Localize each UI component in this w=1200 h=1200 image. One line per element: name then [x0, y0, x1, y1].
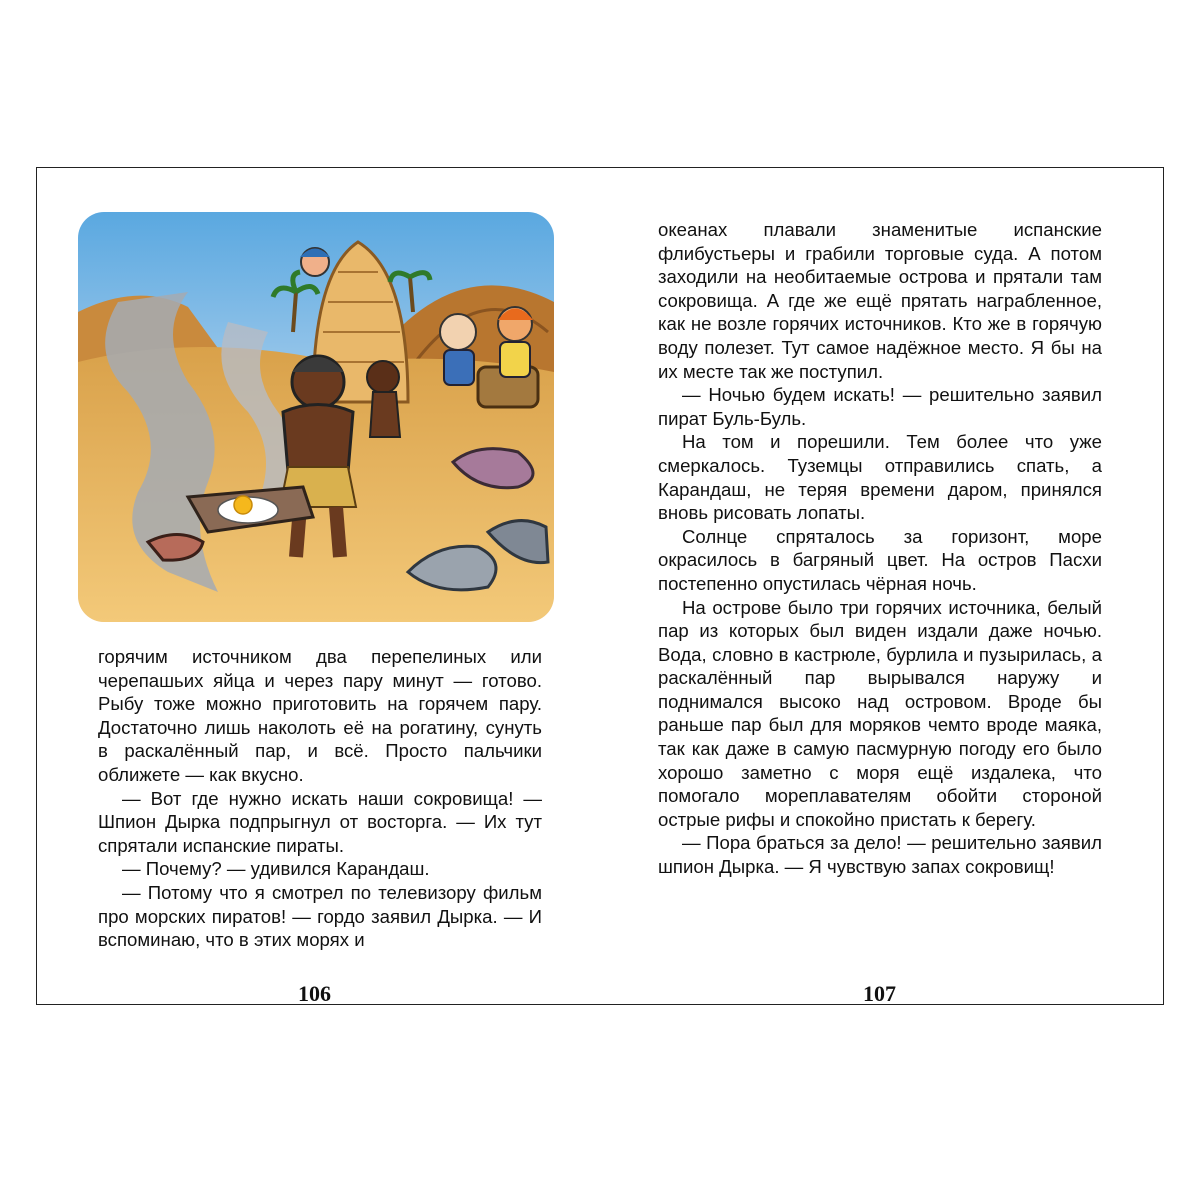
paragraph: горячим источником два перепелиных или черепашьих яйца и через пару минут — готово. Рыбу тоже можно приготовить на горячем пару. Достаточно лишь наколоть её на рогатину, сунуть в раскалённый пар, и всё. Просто пальчики оближете — как вкусно.: [98, 646, 542, 785]
paragraph: — Вот где нужно искать наши сокровища! — Шпион Дырка подпрыгнул от восторга. — Их тут спрятали испанские пираты.: [98, 787, 542, 856]
paragraph: На том и порешили. Тем более что уже смеркалось. Туземцы отправились спать, а Карандаш, не теряя времени даром, принялся вновь рисовать лопаты.: [658, 431, 1102, 524]
paragraph: океанах плавали знаменитые испанские флибустьеры и грабили торговые суда. А потом заходили на необитаемые острова и прятали там сокровища. А где же ещё прятать награбленное, как не возле горячих источников. Кто же в горячую воду полезет. Тут самое надёжное место. Я бы на их месте так же поступил.: [658, 219, 1102, 382]
page-number-right: 107: [863, 981, 896, 1006]
page-number-left: 106: [298, 981, 331, 1006]
paragraph: — Ночью будем искать! — решительно заявил пират Буль-Буль.: [658, 384, 1102, 429]
paragraph: — Пора браться за дело! — решительно заявил шпион Дырка. — Я чувствую запах сокровищ!: [658, 832, 1102, 878]
paragraph: Солнце спряталось за горизонт, море окрасилось в багряный цвет. На остров Пасхи постепенно опустилась чёрная ночь.: [658, 525, 1102, 594]
right-page-text: [658, 218, 1102, 879]
left-page-text: [98, 645, 542, 952]
paragraph: На острове было три горячих источника, белый пар из которых был виден издали даже ночью. Вода, словно в кастрюле, бурлила и пузырилась, а раскалённый пар вырывался наружу и поднимался высоко над островом. Вроде бы раньше пар был для моряков чемто вроде маяка, так как даже в самую пасмурную погоду его было хорошо заметно с моря ещё издалека, что помогало мореплавателям обойти стороной острые рифы и спокойно пристать к берегу.: [658, 596, 1102, 830]
paragraph: — Потому что я смотрел по телевизору фильм про морских пиратов! — гордо заявил Дырка. — И вспоминаю, что в этих морях и: [98, 881, 542, 951]
cartoon-illustration: [78, 212, 554, 622]
paragraph: — Почему? — удивился Карандаш.: [122, 858, 430, 880]
